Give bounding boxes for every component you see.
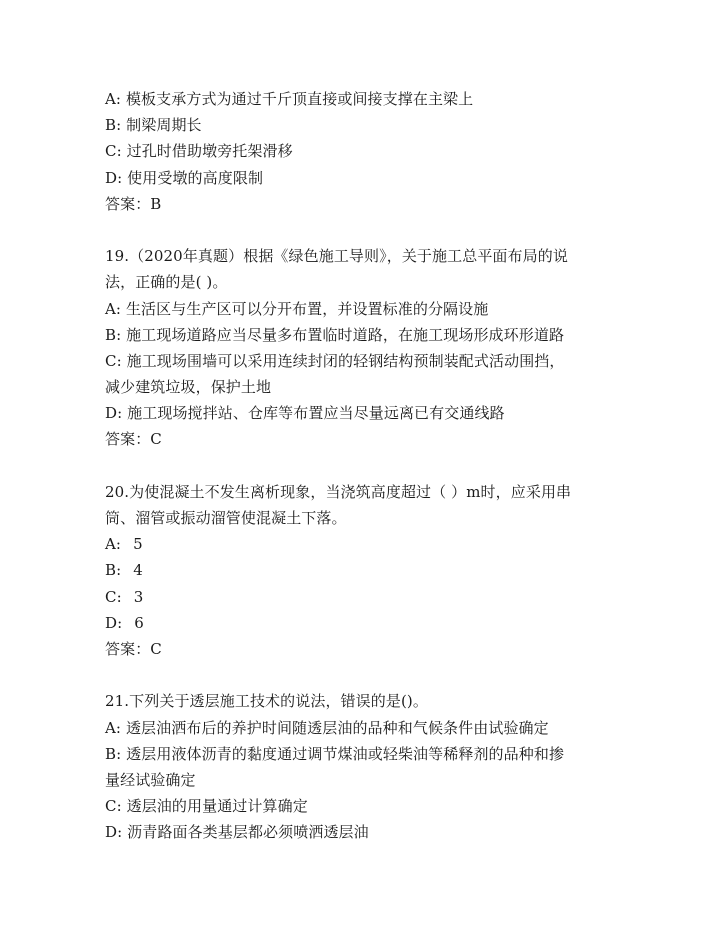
question-stem: 21.下列关于透层施工技术的说法，错误的是()。 [105,692,428,711]
option-value: 5 [133,535,143,554]
option-c: C: 过孔时借助墩旁托架滑移 [105,142,293,161]
option-value: 6 [134,613,144,632]
question-stem: 19.（2020年真题）根据《绿色施工导则》，关于施工总平面布局的说 [105,247,568,266]
option-b: B: 施工现场道路应当尽量多布置临时道路，在施工现场形成环形道路 [105,325,565,344]
option-a: A: 生活区与生产区可以分开布置，并设置标准的分隔设施 [105,299,489,318]
question-20 [105,479,620,662]
question-stem: 筒、溜管或振动溜管使混凝土下落。 [105,509,347,527]
option-d [105,610,620,636]
option-value: 3 [133,587,144,606]
option-b [105,557,620,583]
option-label: C: [105,587,122,606]
option-d: D: 沥青路面各类基层都必须喷洒透层油 [105,823,369,842]
option-c: C: 透层油的用量通过计算确定 [105,797,308,816]
option-value: 4 [133,561,143,580]
answer: 答案：B [105,194,162,213]
option-c: C: 施工现场围墙可以采用连续封闭的轻钢结构预制装配式活动围挡， [105,351,565,370]
answer: 答案：C [105,639,162,658]
option-label: D: [105,613,123,632]
question-stem: 法，正确的是( )。 [105,273,228,292]
question-21 [105,688,620,845]
question-18-tail [105,86,620,217]
question-19 [105,243,620,453]
option-a: A: 透层油洒布后的养护时间随透层油的品种和气候条件由试验确定 [105,718,549,737]
option-label: A: [105,535,122,554]
option-label: B: [105,561,122,580]
spacer [105,453,620,479]
option-a: A: 模板支承方式为通过千斤顶直接或间接支撑在主梁上 [105,90,474,108]
option-d: D: 使用受墩的高度限制 [105,168,264,187]
answer: 答案：C [105,430,162,449]
spacer [105,217,620,243]
option-c-continued: 减少建筑垃圾，保护土地 [105,378,272,397]
option-a [105,531,620,557]
option-b-continued: 量经试验确定 [105,770,196,789]
spacer [105,662,620,688]
option-d: D: 施工现场搅拌站、仓库等布置应当尽量远离已有交通线路 [105,404,505,423]
option-b: B: 制梁周期长 [105,116,202,135]
option-b: B: 透层用液体沥青的黏度通过调节煤油或轻柴油等稀释剂的品种和掺 [105,744,565,763]
option-c [105,584,620,610]
question-stem: 20.为使混凝土不发生离析现象，当浇筑高度超过（ ）m时，应采用串 [105,482,572,501]
document-page [105,86,620,845]
